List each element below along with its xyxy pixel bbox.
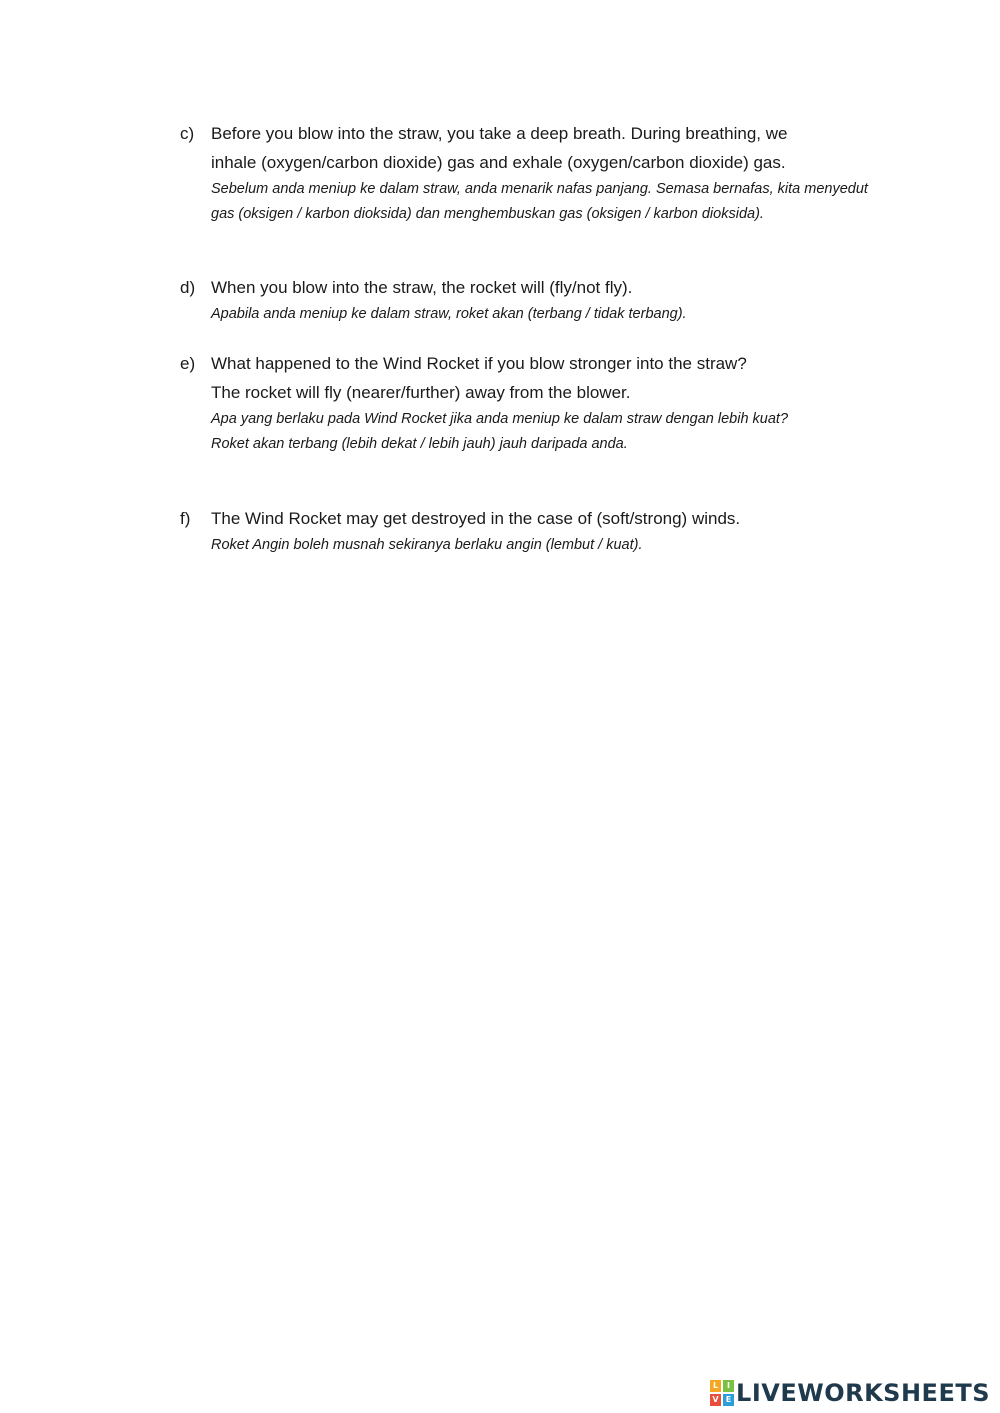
question-text-ms-answer: Roket akan terbang (lebih dekat / lebih jauh) jauh daripada anda. [211, 435, 628, 452]
question-text-en: When you blow into the straw, the rocket will (fly/not fly). [211, 278, 633, 297]
question-body [211, 273, 876, 327]
logo-tile: I [723, 1380, 734, 1392]
watermark-text: LIVEWORKSHEETS [736, 1379, 990, 1407]
question-text-en: The Wind Rocket may get destroyed in the case of (soft/strong) winds. [211, 509, 741, 528]
question-letter: e) [180, 354, 196, 373]
question-text-en: The rocket will fly (nearer/further) away from the blower. [211, 383, 631, 402]
question-text-en: What happened to the Wind Rocket if you blow stronger into the straw? [211, 354, 747, 373]
question-letter: d) [180, 278, 196, 297]
question-text-en: Before you blow into the straw, you take a deep breath. During breathing, we [211, 124, 788, 143]
logo-tile: V [710, 1394, 721, 1406]
liveworksheets-watermark [710, 1377, 990, 1409]
liveworksheets-logo-icon [710, 1380, 734, 1406]
question-letter: f) [180, 509, 191, 528]
question-text-en: inhale (oxygen/carbon dioxide) gas and exhale (oxygen/carbon dioxide) gas. [211, 153, 786, 172]
question-text-ms: Apa yang berlaku pada Wind Rocket jika anda meniup ke dalam straw dengan lebih kuat? [211, 411, 789, 427]
logo-tile: E [723, 1394, 734, 1406]
question-body [211, 349, 876, 456]
question-body [211, 119, 876, 226]
question-letter: c) [180, 124, 195, 143]
logo-tile: L [710, 1380, 721, 1392]
question-text-ms: Apabila anda meniup ke dalam straw, roket akan (terbang / tidak terbang). [211, 306, 687, 322]
question-body [211, 504, 876, 558]
question-text-ms: Sebelum anda meniup ke dalam straw, anda menarik nafas panjang. Semasa bernafas, kita menyedut gas (oksigen / karbon dioksida) dan menghembuskan gas (oksigen / karbon dioksida). [211, 181, 868, 222]
question-text-ms: Roket Angin boleh musnah sekiranya berlaku angin (lembut / kuat). [211, 537, 643, 553]
